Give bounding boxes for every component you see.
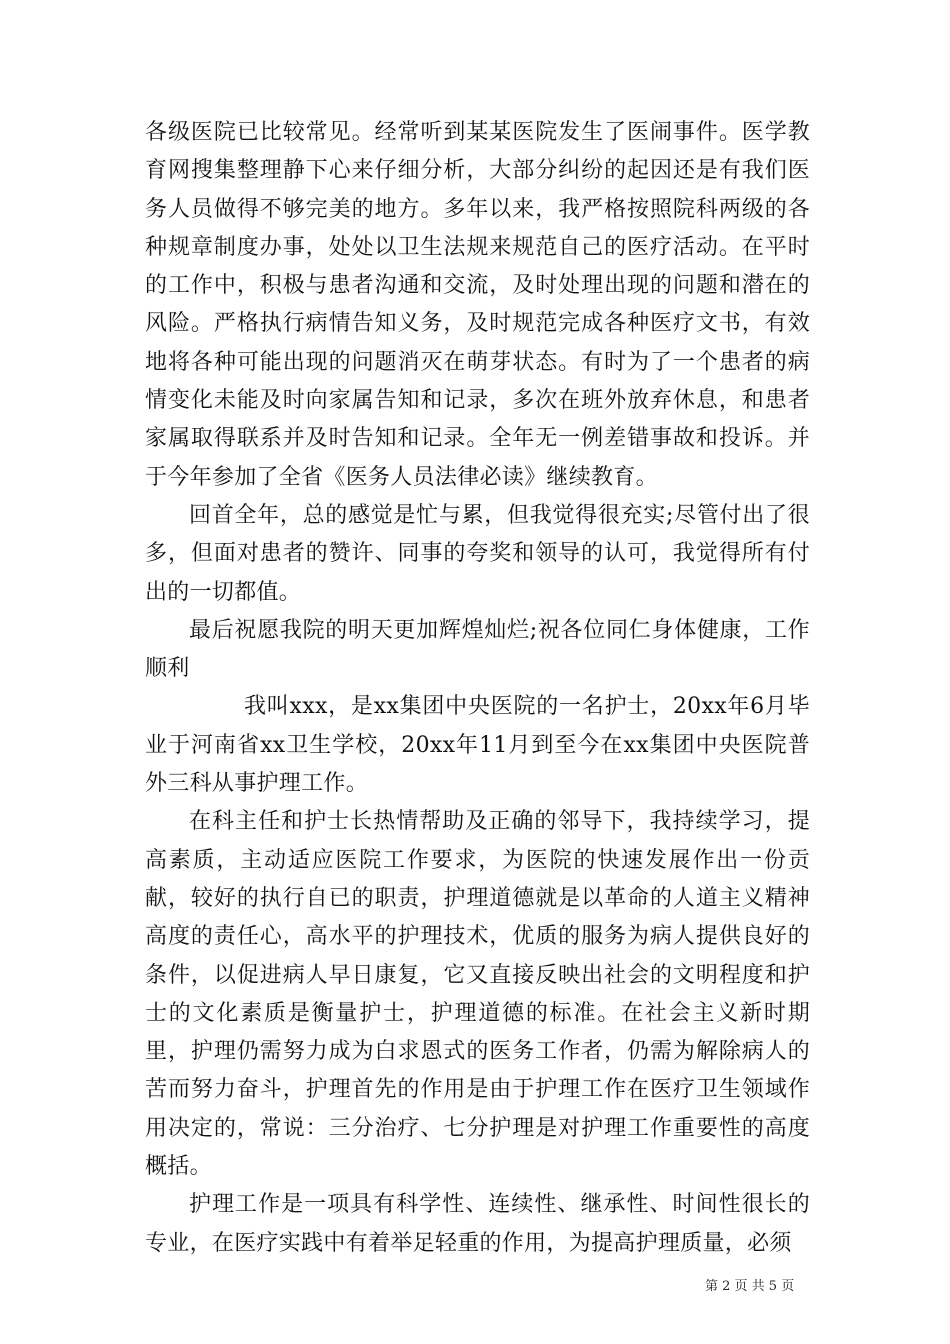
paragraph-self-introduction: 我叫xxx，是xx集团中央医院的一名护士，20xx年6月毕业于河南省xx卫生学校，20xx年11月到至今在xx集团中央医院普外三科从事护理工作。 [145, 694, 810, 797]
document-body [145, 114, 810, 1263]
page-number-footer: 第 2 页 共 5 页 [705, 1279, 795, 1294]
paragraph-closing-wishes: 最后祝愿我院的明天更加辉煌灿烂;祝各位同仁身体健康，工作顺利 [145, 617, 810, 682]
paragraph-nursing-ethics: 在科主任和护士长热情帮助及正确的邻导下，我持续学习，提高素质，主动适应医院工作要求，为医院的快速发展作出一份贡献，较好的执行自已的职责，护理道德就是以革命的人道主义精神高度的责任心，高水平的护理技术，优质的服务为病人提供良好的条件，以促进病人早日康复，它又直接反映出社会的文明程度和护士的文化素质是衡量护士，护理道德的标准。在社会主义新时期里，护理仍需努力成为白求恩式的医务工作者，仍需为解除病人的苦而努力奋斗，护理首先的作用是由于护理工作在医疗卫生领域作用决定的，常说：三分治疗、七分护理是对护理工作重要性的高度概括。 [145, 809, 810, 1180]
paragraph-nursing-work: 护理工作是一项具有科学性、连续性、继承性、时间性很长的专业，在医疗实践中有着举足轻重的作用，为提高护理质量，必须 [145, 1192, 810, 1256]
paragraph-medical-disputes: 各级医院已比较常见。经常听到某某医院发生了医闹事件。医学教育网搜集整理静下心来仔细分析，大部分纠纷的起因还是有我们医务人员做得不够完美的地方。多年以来，我严格按照院科两级的各种规章制度办事，处处以卫生法规来规范自己的医疗活动。在平时的工作中，积极与患者沟通和交流，及时处理出现的问题和潜在的风险。严格执行病情告知义务，及时规范完成各种医疗文书，有效地将各种可能出现的问题消灭在萌芽状态。有时为了一个患者的病情变化未能及时向家属告知和记录，多次在班外放弃休息，和患者家属取得联系并及时告知和记录。全年无一例差错事故和投诉。并于今年参加了全省《医务人员法律必读》继续教育。 [145, 120, 810, 490]
paragraph-year-review: 回首全年，总的感觉是忙与累，但我觉得很充实;尽管付出了很多，但面对患者的赞许、同事的夸奖和领导的认可，我觉得所有付出的一切都值。 [145, 502, 810, 605]
